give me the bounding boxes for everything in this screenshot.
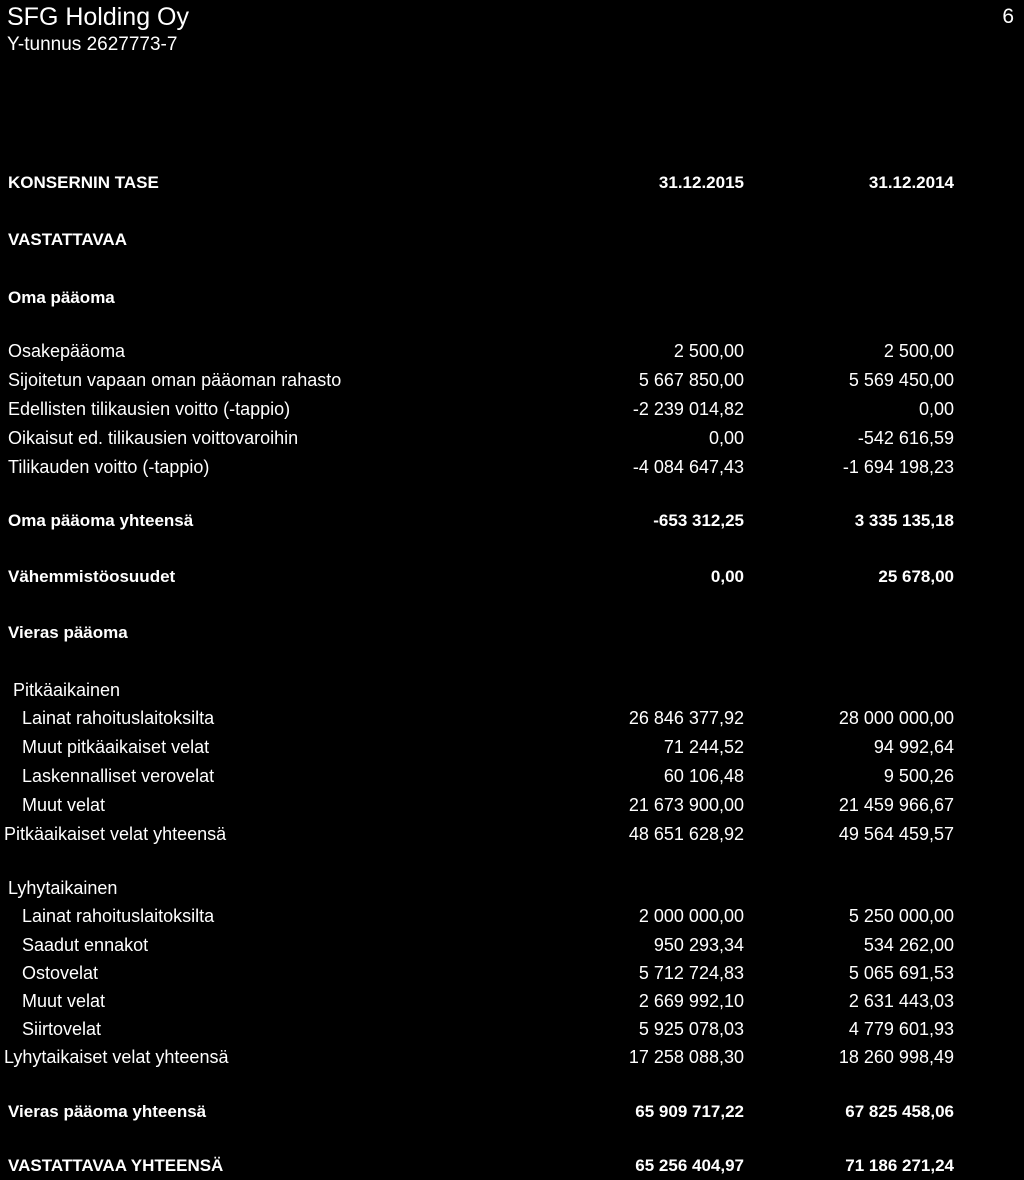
row-label: VASTATTAVAA YHTEENSÄ bbox=[8, 1156, 224, 1175]
row-label: Siirtovelat bbox=[22, 1019, 102, 1039]
row-label: Ostovelat bbox=[22, 963, 99, 983]
value-2014: 67 825 458,06 bbox=[845, 1102, 954, 1121]
value-2015: 5 667 850,00 bbox=[638, 370, 744, 390]
value-2015: -653 312,25 bbox=[653, 511, 744, 530]
table-row bbox=[0, 1016, 1024, 1042]
value-2014: -1 694 198,23 bbox=[842, 457, 954, 477]
table-row bbox=[0, 960, 1024, 986]
table-row bbox=[0, 763, 1024, 789]
row-label: Lyhytaikaiset velat yhteensä bbox=[4, 1047, 229, 1067]
row-label: Edellisten tilikausien voitto (-tappio) bbox=[8, 399, 291, 419]
value-2015: -4 084 647,43 bbox=[632, 457, 744, 477]
row-label: Pitkäaikaiset velat yhteensä bbox=[4, 824, 227, 844]
statement-title: KONSERNIN TASE bbox=[8, 173, 159, 192]
value-2014: 28 000 000,00 bbox=[838, 708, 954, 728]
grand-total-row bbox=[0, 1153, 1024, 1179]
row-label: Muut pitkäaikaiset velat bbox=[22, 737, 210, 757]
value-2014: 9 500,26 bbox=[883, 766, 954, 786]
minority-row bbox=[0, 564, 1024, 590]
table-row bbox=[0, 425, 1024, 451]
value-2015: 48 651 628,92 bbox=[628, 824, 744, 844]
value-2014: 49 564 459,57 bbox=[838, 824, 954, 844]
row-label: Muut velat bbox=[22, 795, 106, 815]
table-row bbox=[0, 705, 1024, 731]
long-term-heading: Pitkäaikainen bbox=[13, 680, 121, 700]
value-2015: 5 712 724,83 bbox=[638, 963, 744, 983]
table-row bbox=[0, 903, 1024, 929]
row-label: Vieras pääoma yhteensä bbox=[8, 1102, 207, 1121]
page-number: 6 bbox=[1002, 5, 1014, 28]
value-2015: 2 500,00 bbox=[673, 341, 744, 361]
long-term-heading-row bbox=[0, 677, 1024, 703]
long-term-total-row bbox=[0, 821, 1024, 847]
row-label: Oma pääoma yhteensä bbox=[8, 511, 194, 530]
value-2014: 2 500,00 bbox=[883, 341, 954, 361]
value-2015: 21 673 900,00 bbox=[628, 795, 744, 815]
value-2014: 2 631 443,03 bbox=[848, 991, 954, 1011]
table-row bbox=[0, 792, 1024, 818]
value-2014: 5 250 000,00 bbox=[848, 906, 954, 926]
section-heading-row bbox=[0, 227, 1024, 253]
value-2014: 18 260 998,49 bbox=[838, 1047, 954, 1067]
value-2015: 65 256 404,97 bbox=[635, 1156, 744, 1175]
value-2015: 71 244,52 bbox=[663, 737, 744, 757]
value-2015: 26 846 377,92 bbox=[628, 708, 744, 728]
row-label: Tilikauden voitto (-tappio) bbox=[8, 457, 210, 477]
row-label: Saadut ennakot bbox=[22, 935, 149, 955]
value-2015: 17 258 088,30 bbox=[628, 1047, 744, 1067]
value-2014: 5 569 450,00 bbox=[848, 370, 954, 390]
row-label: Muut velat bbox=[22, 991, 106, 1011]
short-term-heading-row bbox=[0, 875, 1024, 901]
value-2014: 534 262,00 bbox=[863, 935, 954, 955]
row-label: Sijoitetun vapaan oman pääoman rahasto bbox=[8, 370, 342, 390]
equity-heading: Oma pääoma bbox=[8, 288, 115, 307]
value-2015: 5 925 078,03 bbox=[638, 1019, 744, 1039]
company-name: SFG Holding Oy bbox=[7, 3, 190, 31]
table-row bbox=[0, 932, 1024, 958]
value-2014: 71 186 271,24 bbox=[845, 1156, 954, 1175]
value-2015: 2 669 992,10 bbox=[638, 991, 744, 1011]
value-2014: 3 335 135,18 bbox=[854, 511, 954, 530]
equity-heading-row bbox=[0, 285, 1024, 311]
table-row bbox=[0, 988, 1024, 1014]
row-label: Lainat rahoituslaitoksilta bbox=[22, 906, 215, 926]
value-2015: 950 293,34 bbox=[653, 935, 744, 955]
value-2014: -542 616,59 bbox=[857, 428, 954, 448]
value-2014: 5 065 691,53 bbox=[848, 963, 954, 983]
table-row bbox=[0, 454, 1024, 480]
value-2015: 65 909 717,22 bbox=[635, 1102, 744, 1121]
section-heading: VASTATTAVAA bbox=[8, 230, 127, 249]
liabilities-heading-row bbox=[0, 620, 1024, 646]
table-row bbox=[0, 396, 1024, 422]
row-label: Laskennalliset verovelat bbox=[22, 766, 215, 786]
liabilities-total-row bbox=[0, 1099, 1024, 1125]
short-term-heading: Lyhytaikainen bbox=[8, 878, 118, 898]
value-2014: 25 678,00 bbox=[878, 567, 954, 586]
table-row bbox=[0, 338, 1024, 364]
row-label: Osakepääoma bbox=[8, 341, 126, 361]
value-2014: 4 779 601,93 bbox=[848, 1019, 954, 1039]
row-label: Lainat rahoituslaitoksilta bbox=[22, 708, 215, 728]
value-2014: 0,00 bbox=[918, 399, 954, 419]
value-2014: 21 459 966,67 bbox=[838, 795, 954, 815]
column-header-2015: 31.12.2015 bbox=[658, 173, 744, 192]
table-row bbox=[0, 734, 1024, 760]
column-header-2014: 31.12.2014 bbox=[868, 173, 954, 192]
row-label: Oikaisut ed. tilikausien voittovaroihin bbox=[8, 428, 299, 448]
statement-header-row bbox=[0, 170, 1024, 196]
business-id: Y-tunnus 2627773-7 bbox=[7, 34, 178, 55]
row-label: Vähemmistöosuudet bbox=[8, 567, 176, 586]
value-2015: -2 239 014,82 bbox=[632, 399, 744, 419]
short-term-total-row bbox=[0, 1044, 1024, 1070]
table-row bbox=[0, 367, 1024, 393]
equity-total-row bbox=[0, 508, 1024, 534]
value-2015: 0,00 bbox=[708, 428, 744, 448]
liabilities-heading: Vieras pääoma bbox=[8, 623, 128, 642]
value-2015: 60 106,48 bbox=[663, 766, 744, 786]
value-2015: 0,00 bbox=[710, 567, 744, 586]
value-2014: 94 992,64 bbox=[873, 737, 954, 757]
value-2015: 2 000 000,00 bbox=[638, 906, 744, 926]
